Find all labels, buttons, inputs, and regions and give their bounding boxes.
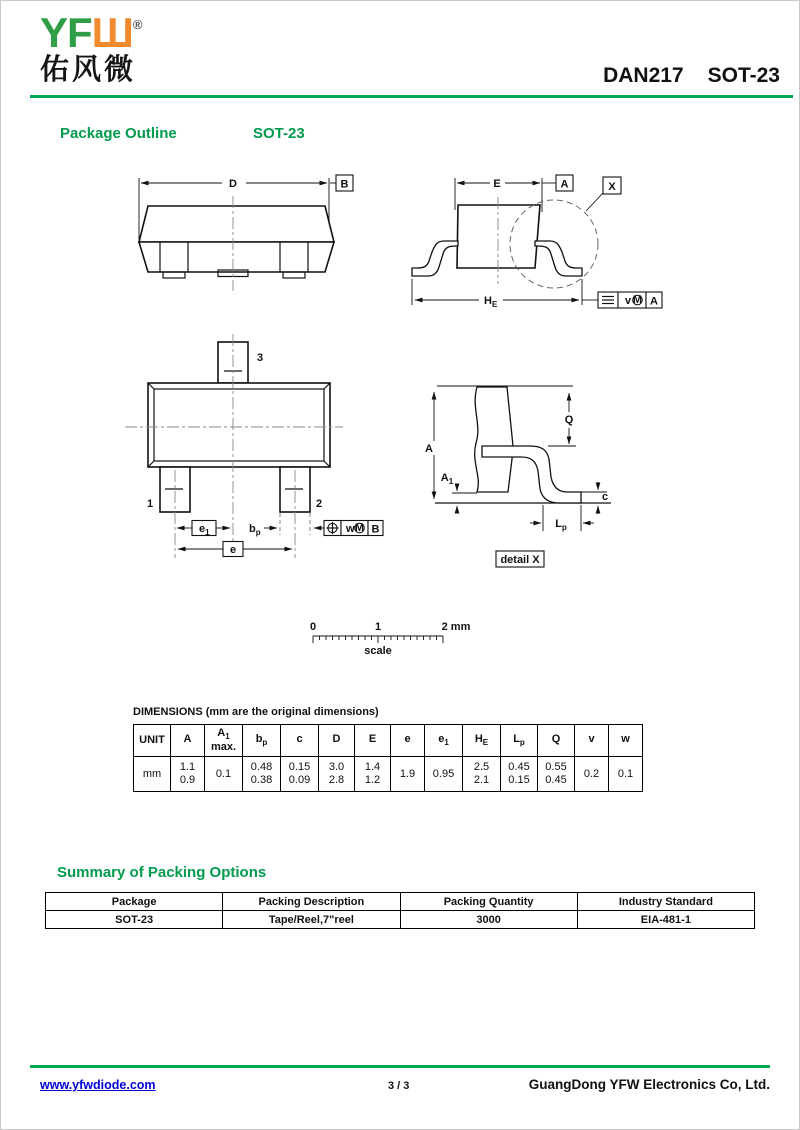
detail-ref-label-X: X bbox=[608, 181, 616, 193]
col-header: $b_p$ bbox=[243, 725, 281, 757]
value-cell: 1.4 1.2 bbox=[355, 757, 391, 792]
col-header-unit: UNIT bbox=[134, 725, 171, 757]
packing-data-row bbox=[46, 911, 755, 929]
col-header: e bbox=[391, 725, 425, 757]
package-name: SOT-23 bbox=[707, 64, 780, 87]
pin3-label: 3 bbox=[257, 352, 264, 364]
logo-chinese-text: 佑风微 bbox=[40, 54, 137, 86]
packing-standard: EIA-481-1 bbox=[577, 911, 754, 929]
col-header: Q bbox=[538, 725, 575, 757]
dim-label-Lp: $L_p$ bbox=[555, 518, 567, 532]
dim-label-Q: Q bbox=[564, 414, 574, 426]
top-view-drawing bbox=[125, 334, 383, 558]
dim-label-e: e bbox=[229, 544, 237, 556]
tolerance-value: v bbox=[625, 295, 632, 307]
svg-text:M: M bbox=[354, 521, 365, 534]
col-header: $e_1$ bbox=[425, 725, 463, 757]
dim-label-A1: $A_1$ bbox=[440, 472, 454, 486]
value-cell: 0.1 bbox=[205, 757, 243, 792]
section-title: Package Outline bbox=[60, 125, 177, 142]
datum-label-A: A bbox=[560, 178, 569, 191]
datum-label-B: B bbox=[340, 178, 349, 191]
scale-bar bbox=[310, 621, 471, 657]
packing-section-title: Summary of Packing Options bbox=[57, 864, 267, 881]
pin2-label: 2 bbox=[315, 498, 323, 510]
tolerance-frame-bottom bbox=[324, 521, 383, 536]
dim-label-c: c bbox=[602, 491, 609, 503]
dimensions-table-title: DIMENSIONS (mm are the original dimensions) bbox=[133, 706, 379, 718]
unit-cell: mm bbox=[134, 757, 171, 792]
dimensions-table bbox=[133, 724, 643, 792]
dim-label-A: A bbox=[425, 443, 433, 455]
col-header: v bbox=[575, 725, 609, 757]
company-name: GuangDong YFW Electronics Co, Ltd. bbox=[528, 1077, 770, 1092]
scale-tick-0: 0 bbox=[309, 621, 317, 633]
col-header: D bbox=[319, 725, 355, 757]
value-cell: 0.1 bbox=[609, 757, 643, 792]
tolerance-frame-top bbox=[598, 292, 662, 308]
section-package-label: SOT-23 bbox=[253, 125, 305, 142]
side-view-drawing bbox=[412, 175, 662, 309]
col-header: A bbox=[171, 725, 205, 757]
packing-col-standard: Industry Standard bbox=[577, 893, 754, 911]
value-cell: 1.9 bbox=[391, 757, 425, 792]
dim-label-D: D bbox=[229, 178, 237, 190]
dimensions-header-row bbox=[134, 725, 643, 757]
packing-table bbox=[45, 892, 755, 929]
scale-tick-2mm: 2 mm bbox=[441, 621, 471, 633]
dimensions-value-row bbox=[134, 757, 643, 792]
value-cell: 1.1 0.9 bbox=[171, 757, 205, 792]
detail-x-caption: detail X bbox=[500, 554, 540, 566]
value-cell: 0.45 0.15 bbox=[501, 757, 538, 792]
front-view-drawing bbox=[139, 175, 353, 291]
pin1-label: 1 bbox=[146, 498, 154, 510]
ruler-ticks bbox=[313, 636, 443, 643]
col-header: $A_1$ max. bbox=[205, 725, 243, 757]
tolerance-value: w bbox=[346, 523, 355, 535]
packing-col-package: Package bbox=[46, 893, 223, 911]
col-header: $H_E$ bbox=[463, 725, 501, 757]
dim-label-bp: $b_p$ bbox=[249, 523, 261, 537]
value-cell: 2.5 2.1 bbox=[463, 757, 501, 792]
packing-col-quantity: Packing Quantity bbox=[400, 893, 577, 911]
detail-x-drawing bbox=[425, 386, 611, 567]
value-cell: 3.0 2.8 bbox=[319, 757, 355, 792]
dim-label-e1: $e_1$ bbox=[199, 523, 210, 537]
value-cell: 0.48 0.38 bbox=[243, 757, 281, 792]
packing-package: SOT-23 bbox=[46, 911, 223, 929]
col-header: c bbox=[281, 725, 319, 757]
value-cell: 0.2 bbox=[575, 757, 609, 792]
value-cell: 0.15 0.09 bbox=[281, 757, 319, 792]
scale-tick-1: 1 bbox=[374, 621, 382, 633]
packing-header-row bbox=[46, 893, 755, 911]
packing-col-description: Packing Description bbox=[223, 893, 400, 911]
scale-caption: scale bbox=[364, 645, 392, 657]
datum-ref: A bbox=[650, 295, 658, 308]
col-header: w bbox=[609, 725, 643, 757]
logo-yf-text: YF bbox=[40, 9, 92, 56]
page-number: 3 / 3 bbox=[388, 1080, 410, 1092]
footer-rule bbox=[30, 1065, 770, 1068]
registered-mark-icon: ® bbox=[132, 17, 142, 32]
value-cell: 0.95 bbox=[425, 757, 463, 792]
dim-label-E: E bbox=[493, 178, 501, 190]
package-body-section bbox=[475, 387, 513, 492]
col-header: E bbox=[355, 725, 391, 757]
part-number: DAN217 bbox=[603, 64, 684, 87]
packing-quantity: 3000 bbox=[400, 911, 577, 929]
value-cell: 0.55 0.45 bbox=[538, 757, 575, 792]
col-header: $L_p$ bbox=[501, 725, 538, 757]
dim-label-HE: $H_E$ bbox=[484, 295, 498, 309]
packing-description: Tape/Reel,7"reel bbox=[223, 911, 400, 929]
svg-text:M: M bbox=[632, 293, 643, 306]
datum-ref: B bbox=[371, 523, 380, 536]
logo-w-glyph-icon: Ш bbox=[91, 9, 133, 56]
website-link[interactable]: www.yfwdiode.com bbox=[40, 1078, 156, 1092]
